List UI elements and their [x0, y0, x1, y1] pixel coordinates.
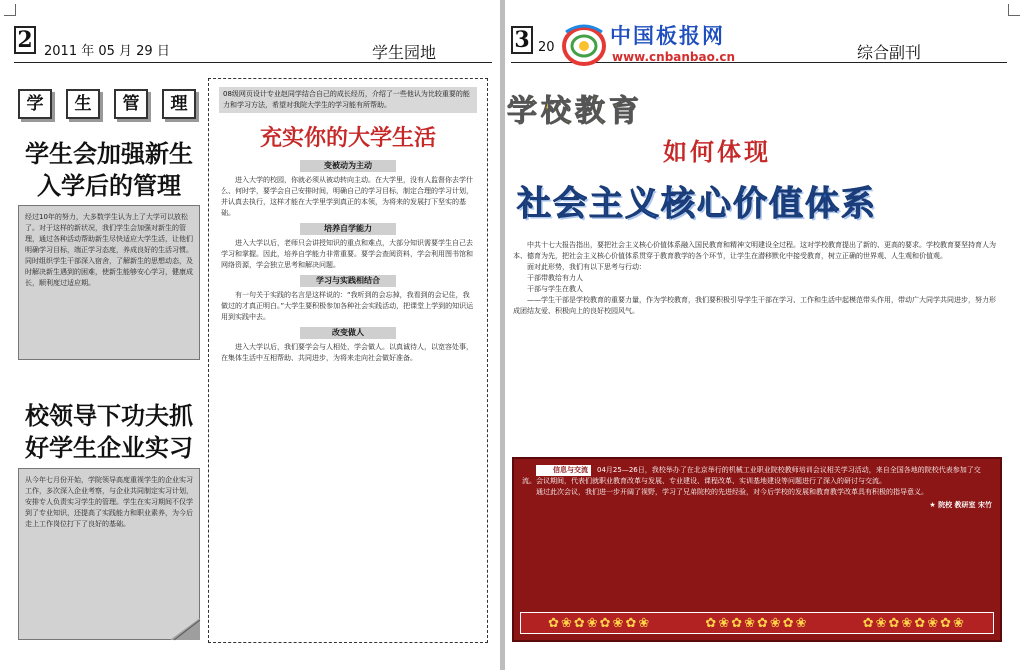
body-paragraph: 中共十七大报告指出，要把社会主义核心价值体系融入国民教育和精神文明建设全过程。这对学校教育提出了新的、更高的要求。学校教育要坚持育人为本、德育为先，把社会主义核心价值体系贯穿于教育教学的各个环节，让学生在潜移默化中接受教育，树立正确的世界观、人生观和价值观。	[513, 241, 996, 260]
notice-box	[512, 457, 1002, 642]
box-chars-heading	[18, 86, 196, 122]
box-char: 管	[114, 89, 148, 119]
headline-subtitle: 如何体现	[663, 137, 771, 166]
flower-icon: ✿❀✿❀✿❀✿❀	[862, 615, 966, 631]
issue-date: 2011 年 05 月 29 日	[44, 44, 170, 59]
story1-title-line1: 学生会加强新生	[25, 139, 193, 168]
article-paragraph: 进入大学的校园，你就必须从被动转向主动。在大学里，没有人监督你去学什么、何时学，要学会自己安排时间，明确自己的学习目标，制定合理的学习计划，并认真去执行，这样才能在大学里学到真正的本领，为将来的发展打下坚实的基础。	[221, 176, 473, 217]
article-paragraph: 进入大学以后，我们要学会与人相处，学会做人。以真诚待人，以宽容处事，在集体生活中互相帮助、共同进步，为将来走向社会做好准备。	[221, 343, 473, 362]
feature-article	[208, 78, 488, 643]
article-paragraph: 进入大学以后，老师只会讲授知识的重点和难点，大部分知识需要学生自己去学习和掌握。因此，培养自学能力非常重要。要学会查阅资料，学会利用图书馆和网络资源，学会独立思考和解决问题。	[221, 239, 473, 269]
headline: 社会主义核心价值体系	[517, 184, 877, 224]
page-number-left: 2	[14, 26, 36, 54]
header-rule	[14, 62, 492, 63]
crop-mark	[4, 4, 16, 16]
crop-mark	[1008, 4, 1020, 16]
notice-text-2: 通过此次会议，我们进一步开阔了视野，学习了兄弟院校的先进经验，对今后学校的发展和教育教学改革具有积极的指导意义。	[536, 488, 928, 496]
flower-icon: ✿❀✿❀✿❀✿❀	[548, 615, 652, 631]
box-char: 生	[66, 89, 100, 119]
article-subheading: 变被动为主动	[300, 160, 396, 172]
section-title-left: 学生园地	[372, 43, 437, 62]
feature-head: 学校教育	[507, 94, 643, 129]
story1-title	[14, 138, 204, 202]
body-paragraph: 面对此形势，我们有以下思考与行动：	[527, 263, 646, 271]
article-subheading: 培养自学能力	[300, 223, 396, 235]
article-subheading: 改变做人	[300, 327, 396, 339]
left-page	[0, 0, 500, 670]
notice-signature: ★ 院校 教研室 宋竹	[929, 501, 992, 509]
box-char: 理	[162, 89, 196, 119]
flower-icon: ✿❀✿❀✿❀✿❀	[705, 615, 809, 631]
article-subheading: 学习与实践相结合	[300, 275, 396, 287]
box-char: 学	[18, 89, 52, 119]
page-number-right: 3	[511, 26, 533, 54]
section-title-right: 综合副刊	[857, 43, 922, 62]
article-intro: 08级网页设计专业赵同学结合自己的成长经历，介绍了一些他认为比较重要的能力和学习方法，希望对我院大学生的学习能有所帮助。	[219, 87, 477, 113]
right-body-text	[513, 240, 1001, 317]
article-title: 充实你的大学生活	[259, 125, 436, 151]
story2-title	[14, 400, 204, 464]
issue-date-fragment: 20	[538, 40, 555, 55]
story2-body: 从今年七月份开始，学院领导高度重视学生的企业实习工作，多次深入企业考察，与企业共同制定实习计划，安排专人负责实习学生的管理。学生在实习期间不仅学到了专业知识，还提高了实践能力和职业素养，为今后走上工作岗位打下了良好的基础。	[18, 468, 200, 640]
logo-name: 中国板报网	[610, 24, 725, 48]
site-logo	[560, 18, 760, 72]
body-paragraph: 干部与学生在教人	[527, 285, 583, 293]
story1-title-line2: 入学后的管理	[37, 171, 181, 200]
logo-url: www.cnbanbao.cn	[612, 50, 736, 64]
logo-swirl-icon	[560, 20, 608, 70]
body-paragraph: ——学生干部是学校教育的重要力量，作为学校教育，我们要积极引导学生干部在学习、工作和生活中起模范带头作用，带动广大同学共同进步，努力形成团结友爱、积极向上的良好校园风气。	[513, 296, 996, 315]
notice-tag: 信息与交流	[536, 465, 591, 476]
article-paragraph: 有一句关于实践的名言是这样说的：“我听到的会忘掉，我看到的会记住，我做过的才真正明白。”大学生要积极参加各种社会实践活动，把课堂上学到的知识运用到实践中去。	[221, 291, 474, 321]
notice-text: 04月25—26日，我校举办了在北京举行的机械工业职业院校教师培训会议相关学习活动，来自全国各地的院校代表参加了交流。会议期间，代表们就职业教育改革与发展、专业建设、课程改革、实训基地建设等问题进行了深入的研讨与交流。	[522, 466, 981, 485]
flower-border-decoration	[520, 612, 994, 634]
body-paragraph: 干部带教给有力人	[527, 274, 583, 282]
story2-title-line2: 好学生企业实习	[25, 433, 193, 462]
story2-title-line1: 校领导下功夫抓	[25, 401, 193, 430]
page-curl-decoration	[170, 618, 202, 642]
story1-body: 经过10年的努力，大多数学生认为上了大学可以放松了。对于这样的新状况，我们学生会加强对新生的管理，通过各种活动帮助新生尽快适应大学生活，让他们明确学习目标，端正学习态度，养成良好的生活习惯。同时组织学生干部深入宿舍，了解新生的思想动态，及时解决新生遇到的困难，使新生能够安心学习，健康成长，顺利度过适应期。	[18, 205, 200, 360]
